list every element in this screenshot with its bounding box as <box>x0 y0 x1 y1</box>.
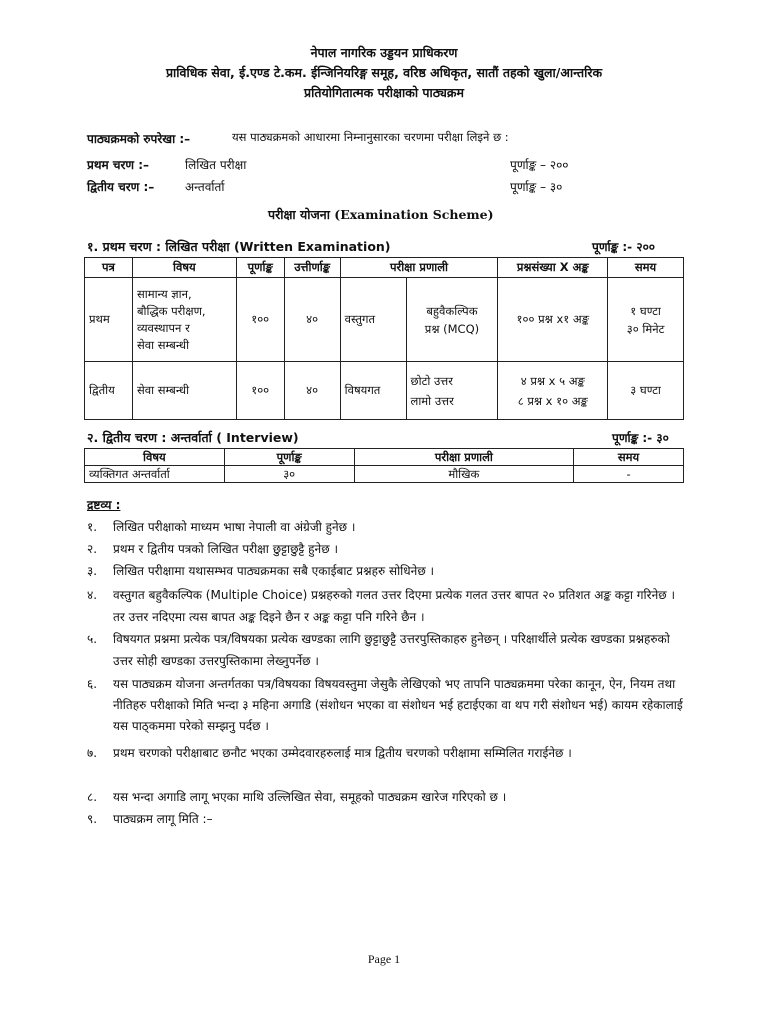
note-text: लिखित परीक्षाको माध्यम भाषा नेपाली वा अंग्रेजी हुनेछ । <box>113 520 356 534</box>
note-number: ६. <box>87 677 98 691</box>
note-text: विषयगत प्रश्नमा प्रत्येक पत्र/विषयका प्रत्येक खण्डका लागि छुट्टाछुट्टै उत्तरपुस्तिकाहरु हुनेछन् । परिक्षार्थीले प्रत्येक खण्डका प्रश्नहरुको उत्तर सोही खण्डका उत्तरपुस्तिकामा लेख्नुपर्नेछ । <box>113 632 670 668</box>
note-number: ८. <box>87 790 98 804</box>
page-number: Page 1 <box>367 952 401 966</box>
table-row <box>85 278 684 362</box>
written-full-marks: पूर्णाङ्क :- २०० <box>592 240 656 254</box>
full-marks-cell: १०० <box>236 362 284 420</box>
note-text: प्रथम चरणको परीक्षाबाट छनौट भएका उम्मेदवारहरुलाई मात्र द्वितीय चरणको परीक्षामा सम्मिलित गराईनेछ । <box>113 746 572 760</box>
method-line: लामो उत्तर <box>410 393 454 408</box>
paper-cell: प्रथम <box>85 278 133 362</box>
stage2-marks: पूर्णाङ्क – ३० <box>510 180 563 194</box>
col-subject: विषय <box>132 258 236 278</box>
list-item <box>87 540 687 558</box>
note-number: १. <box>87 520 98 534</box>
subject-line: सामान्य ज्ञान, <box>136 286 192 301</box>
col-time: समय <box>574 449 684 466</box>
questions-cell: १०० प्रश्न x१ अङ्क <box>498 278 608 362</box>
note-number: २. <box>87 542 98 556</box>
subject-cell <box>132 278 236 362</box>
subject-line: सेवा सम्बन्धी <box>136 337 190 352</box>
written-header-row <box>85 258 684 278</box>
method-cell <box>406 362 498 420</box>
written-title: १. प्रथम चरण : लिखित परीक्षा (Written Examination) <box>87 239 391 254</box>
subject-line: व्यवस्थापन र <box>136 320 190 335</box>
note-text: लिखित परीक्षामा यथासम्भव पाठ्यक्रमका सबै एकाईबाट प्रश्नहरु सोधिनेछ । <box>113 564 435 578</box>
header-service: प्राविधिक सेवा, ई.एण्ड टे.कम. ईन्जिनियरिङ्ग समूह, वरिष्ठ अधिकृत, सातौं तहको खुला/आन्तरिक <box>165 65 603 80</box>
col-exam-method: परीक्षा प्रणाली <box>340 258 498 278</box>
col-questions: प्रश्नसंख्या X अङ्क <box>498 258 608 278</box>
table-row <box>85 362 684 420</box>
pass-marks-cell: ४० <box>284 362 340 420</box>
note-text: यस पाठ्यक्रम योजना अन्तर्गतका पत्र/विषयका विषयवस्तुमा जेसुकै लेखिएको भए तापनि पाठ्यक्रममा परेका कानून, ऐन, नियम तथा नीतिहरु परीक्षाको मिति भन्दा ३ महिना अगाडि (संशोधन भएका वा संशोधन भई हटाईएका वा थप गरी संशोधन भई) कायम रहेकालाई यस पाठ्कममा परेको सम्झनु पर्दछ । <box>113 677 683 733</box>
interview-table <box>84 448 684 483</box>
list-item <box>87 742 687 782</box>
note-number: ७. <box>87 746 98 760</box>
list-item <box>87 518 687 536</box>
written-exam-table <box>84 257 684 420</box>
subject-cell: सेवा सम्बन्धी <box>132 362 236 420</box>
interview-title: २. द्वितीय चरण : अन्तर्वार्ता ( Interview) <box>87 430 299 445</box>
col-full-marks: पूर्णाङ्क <box>224 449 354 466</box>
list-item <box>87 584 687 624</box>
stage2-text: अन्तर्वार्ता <box>185 180 225 194</box>
col-time: समय <box>608 258 684 278</box>
subject-cell: व्यक्तिगत अन्तर्वार्ता <box>85 466 225 483</box>
time-line: १ घण्टा <box>630 303 661 318</box>
list-item <box>87 810 687 828</box>
stage1-text: लिखित परीक्षा <box>185 158 247 172</box>
time-cell <box>608 278 684 362</box>
note-text: वस्तुगत बहुवैकल्पिक (Multiple Choice) प्रश्नहरुको गलत उत्तर दिएमा प्रत्येक गलत उत्तर बापत २० प्रतिशत अङ्क कट्टा गरिनेछ । तर उत्तर नदिएमा त्यस बापत अङ्क दिइने छैन र अङ्क कट्टा पनि गरिने छैन । <box>113 588 675 624</box>
list-item <box>87 788 687 806</box>
pass-marks-cell: ४० <box>284 278 340 362</box>
list-item <box>87 674 687 736</box>
col-pass-marks: उत्तीर्णाङ्क <box>284 258 340 278</box>
note-number: ९. <box>87 812 98 826</box>
col-paper: पत्र <box>85 258 133 278</box>
questions-cell <box>498 362 608 420</box>
col-subject: विषय <box>85 449 225 466</box>
table-row <box>85 466 684 483</box>
questions-line: ४ प्रश्न x ५ अङ्क <box>520 373 585 388</box>
header-syllabus: प्रतियोगितात्मक परीक्षाको पाठ्यक्रम <box>304 85 464 100</box>
time-cell: - <box>574 466 684 483</box>
notes-title: द्रष्टव्य : <box>87 498 121 512</box>
outline-text: यस पाठ्यक्रमको आधारमा निम्नानुसारका चरणमा परीक्षा लिइने छ : <box>232 130 509 144</box>
method-line: बहुवैकल्पिक <box>426 303 478 318</box>
method-cell <box>406 278 498 362</box>
method-line: छोटो उत्तर <box>410 373 453 388</box>
method-cell: मौखिक <box>354 466 574 483</box>
col-exam-method: परीक्षा प्रणाली <box>354 449 574 466</box>
outline-label: पाठ्यक्रमको रुपरेखा :– <box>87 132 191 146</box>
stage1-marks: पूर्णाङ्क – २०० <box>510 158 569 172</box>
full-marks-cell: ३० <box>224 466 354 483</box>
exam-type-cell: वस्तुगत <box>340 278 406 362</box>
list-item <box>87 628 687 668</box>
method-line: प्रश्न (MCQ) <box>424 321 480 336</box>
time-line: ३० मिनेट <box>626 321 665 336</box>
paper-cell: द्वितीय <box>85 362 133 420</box>
note-text: प्रथम र द्वितीय पत्रको लिखित परीक्षा छुट्टाछुट्टै हुनेछ । <box>113 542 338 556</box>
note-number: ४. <box>87 588 98 602</box>
stage1-label: प्रथम चरण :– <box>87 158 150 172</box>
subject-line: बौद्धिक परीक्षण, <box>136 303 206 318</box>
note-number: ३. <box>87 564 98 578</box>
exam-type-cell: विषयगत <box>340 362 406 420</box>
stage2-label: द्वितीय चरण :– <box>87 180 155 194</box>
header-org: नेपाल नागरिक उड्डयन प्राधिकरण <box>310 45 458 60</box>
full-marks-cell: १०० <box>236 278 284 362</box>
interview-full-marks: पूर्णाङ्क :- ३० <box>612 431 669 445</box>
interview-header-row <box>85 449 684 466</box>
scheme-title: परीक्षा योजना (Examination Scheme) <box>268 207 494 222</box>
time-cell: ३ घण्टा <box>608 362 684 420</box>
list-item <box>87 562 687 580</box>
questions-line: ८ प्रश्न x १० अङ्क <box>517 393 588 408</box>
note-text: यस भन्दा अगाडि लागू भएका माथि उल्लिखित सेवा, समूहको पाठ्यक्रम खारेज गरिएको छ । <box>113 790 507 804</box>
col-full-marks: पूर्णाङ्क <box>236 258 284 278</box>
note-text: पाठ्यक्रम लागू मिति :– <box>113 812 213 826</box>
note-number: ५. <box>87 632 98 646</box>
